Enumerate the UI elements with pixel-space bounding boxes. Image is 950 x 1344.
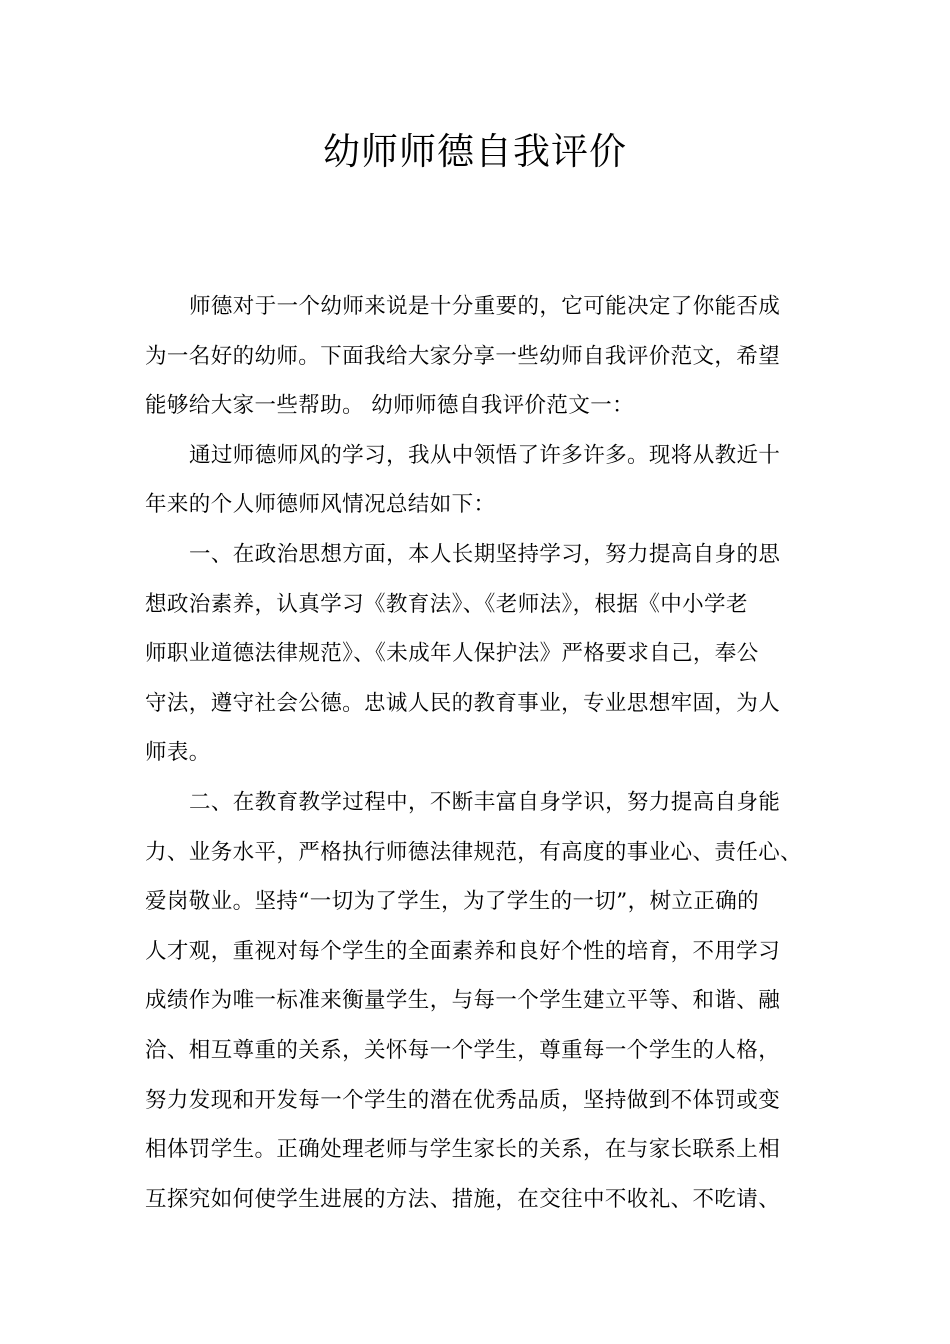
text-line: 人才观，重视对每个学生的全面素养和良好个性的培育，不用学习 (145, 938, 781, 964)
text-line: 为一名好的幼师。下面我给大家分享一些幼师自我评价范文，希望 (145, 343, 781, 369)
text-line: 成绩作为唯一标准来衡量学生，与每一个学生建立平等、和谐、融 (145, 988, 781, 1014)
document-body (145, 282, 805, 1224)
text-line: 力、业务水平，严格执行师德法律规范，有高度的事业心、责任心、 (145, 839, 803, 865)
text-line: 二、在教育教学过程中，不断丰富自身学识，努力提高自身能 (189, 789, 781, 815)
text-line: 爱岗敬业。坚持“一切为了学生，为了学生的一切”，树立正确的 (145, 889, 760, 915)
text-line: 努力发现和开发每一个学生的潜在优秀品质，坚持做到不体罚或变 (145, 1087, 781, 1113)
text-line: 年来的个人师德师风情况总结如下： (145, 492, 496, 518)
document-title: 幼师师德自我评价 (323, 130, 627, 173)
text-line: 相体罚学生。正确处理老师与学生家长的关系，在与家长联系上相 (145, 1137, 781, 1163)
text-line: 一、在政治思想方面，本人长期坚持学习，努力提高自身的思 (189, 541, 781, 567)
text-line: 能够给大家一些帮助。 幼师师德自我评价范文一： (145, 393, 635, 419)
text-line: 师职业道德法律规范》、《未成年人保护法》严格要求自己，奉公 (145, 641, 759, 667)
text-line: 想政治素养，认真学习《教育法》、《老师法》，根据《中小学老 (145, 591, 748, 617)
text-line: 洽、相互尊重的关系，关怀每一个学生，尊重每一个学生的人格， (145, 1037, 781, 1063)
text-line: 师表。 (145, 740, 211, 766)
text-line: 守法，遵守社会公德。忠诚人民的教育事业，专业思想牢固，为人 (145, 690, 781, 716)
text-line: 通过师德师风的学习，我从中领悟了许多许多。现将从教近十 (189, 442, 781, 468)
text-line: 师德对于一个幼师来说是十分重要的，它可能决定了你能否成 (189, 294, 781, 319)
text-line: 互探究如何使学生进展的方法、措施，在交往中不收礼、不吃请、 (145, 1186, 781, 1212)
